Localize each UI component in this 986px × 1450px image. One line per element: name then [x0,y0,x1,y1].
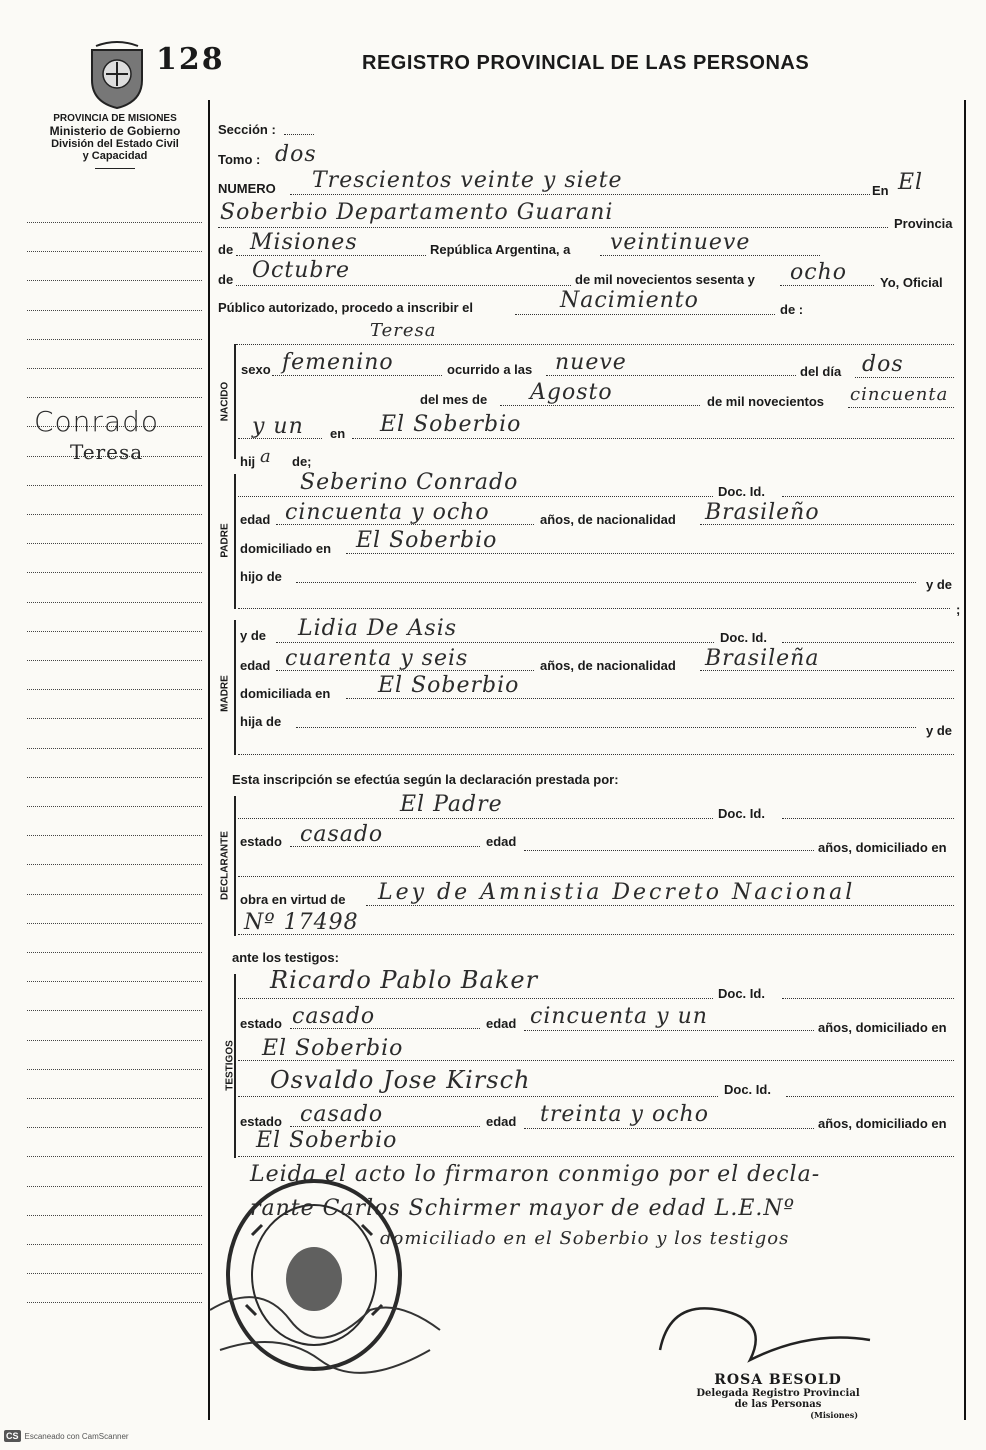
testigo2-edad-label: edad [486,1114,517,1129]
margin-ruled-line [27,280,202,281]
padre-dom-label: domiciliado en [240,541,332,556]
margin-ruled-line [27,923,202,924]
de-label: de [218,242,234,257]
declarante-edad-label: edad [486,834,517,849]
testigo1-anos-label: años, domiciliado en [818,1020,947,1035]
folio-number: 128 [156,42,225,77]
madre-nac-label: años, de nacionalidad [540,658,676,673]
date-day: veintinueve [610,230,751,255]
declarante-estado-label: estado [240,834,282,849]
tomo-label: Tomo : [218,152,261,167]
madre-edad-label: edad [240,658,271,673]
declarante-nombre: El Padre [400,792,503,817]
officer-name: ROSA BESOLD [714,1372,842,1388]
testigo2-nombre: Osvaldo Jose Kirsch [270,1066,531,1094]
closing-line-1: Leida el acto lo firmaron conmigo por el decla- [250,1162,821,1187]
seccion-label: Sección : [218,122,276,137]
division-name: División del Estado Civil [51,138,179,150]
margin-ruled-line [27,602,202,603]
month-value: Octubre [252,258,350,283]
padre-nac-label: años, de nacionalidad [540,512,676,527]
margin-ruled-line [27,835,202,836]
madre-edad-value: cuarenta y seis [285,646,469,671]
margin-ruled-line [27,1273,202,1274]
margin-ruled-line [27,1098,202,1099]
margin-ruled-line [27,572,202,573]
ministry-name: Ministerio de Gobierno [49,124,181,138]
scanner-watermark [4,1430,129,1442]
sexo-value: femenino [282,350,394,375]
padre-section-label: PADRE [219,523,231,558]
numero-value: Trescientos veinte y siete [312,168,623,193]
dia-value: dos [862,352,904,377]
margin-ruled-line [27,660,202,661]
padre-edad-label: edad [240,512,271,527]
lugar-value: El Soberbio [380,412,522,437]
republica-label: República Argentina, a [430,242,571,257]
officer-role-2: de las Personas [734,1399,822,1410]
margin-ruled-line [27,543,202,544]
issuer-block [22,113,208,169]
signature-left [200,1270,480,1380]
padre-nac-value: Brasileño [705,500,820,525]
margin-ruled-line [27,952,202,953]
madre-nac-value: Brasileña [705,646,820,671]
year-label: de mil novecientos sesenta y [575,272,755,287]
closing-line-3: domiciliado en el Soberbio y los testigos [380,1228,790,1249]
margin-ruled-line [27,806,202,807]
hora-value: nueve [555,350,627,375]
left-border [208,100,210,1420]
de2-label: de [218,272,234,287]
obra-label: obra en virtud de [240,892,346,907]
declarante-anos-label: años, domiciliado en [818,840,947,855]
madre-doc-label: Doc. Id. [720,630,767,645]
testigos-section-label: TESTIGOS [224,1040,236,1091]
testigos-intro: ante los testigos: [232,950,339,965]
testigo1-dom: El Soberbio [262,1036,404,1061]
en-value: El [898,170,924,195]
margin-ruled-line [27,339,202,340]
margin-ruled-line [27,864,202,865]
numero-label: NUMERO [218,181,276,196]
nombre-value: Teresa [370,320,437,341]
testigo2-estado-label: estado [240,1114,282,1129]
mes-label: del mes de [420,392,488,407]
dia-label: del día [800,364,842,379]
testigo2-estado: casado [300,1102,384,1127]
margin-ruled-line [27,777,202,778]
margin-ruled-line [27,485,202,486]
hij-value: a [260,446,272,467]
hij-label: hij [240,454,256,469]
mes-value: Agosto [530,380,613,405]
margin-ruled-line [27,368,202,369]
madre-section-label: MADRE [219,675,231,712]
provincia-label: Provincia [894,216,953,231]
declarante-section-label: DECLARANTE [219,831,231,900]
margin-ruled-line [27,1186,202,1187]
nacido-section-label: NACIDO [219,381,231,422]
place-value: Soberbio Departamento Guarani [220,200,614,225]
padre-yde-label: y de [926,577,953,592]
sexo-label: sexo [241,362,271,377]
margin-surname: Conrado [34,405,160,438]
testigo1-estado-label: estado [240,1016,282,1031]
signature-official [650,1290,880,1380]
declarante-estado-value: casado [300,822,384,847]
margin-ruled-line [27,894,202,895]
closing-line-2: rante Carlos Schirmer mayor de edad L.E.Nº [250,1196,795,1221]
lugar-en-label: en [330,426,346,441]
madre-dom-value: El Soberbio [378,673,520,698]
right-border [964,100,966,1420]
madre-yde2-label: y de [926,723,953,738]
en-label: En [872,183,889,198]
obra-value-2: Nº 17498 [244,910,359,935]
margin-ruled-line [27,1127,202,1128]
officer-role-1: Delegada Registro Provincial [696,1388,860,1399]
margin-ruled-line [27,1302,202,1303]
ocurrido-label: ocurrido a las [447,362,533,377]
margin-ruled-line [27,514,202,515]
margin-ruled-line [27,397,202,398]
testigo2-anos-label: años, domiciliado en [818,1116,947,1131]
padre-doc-label: Doc. Id. [718,484,765,499]
margin-ruled-line [27,310,202,311]
madre-hija-label: hija de [240,714,282,729]
madre-dom-label: domiciliada en [240,686,331,701]
margin-ruled-line [27,1215,202,1216]
hij-de-label: de; [292,454,312,469]
margin-ruled-line [27,718,202,719]
testigo1-edad: cincuenta y un [530,1004,708,1029]
testigo1-estado: casado [292,1004,376,1029]
padre-hijo-label: hijo de [240,569,282,584]
de3-label: de : [780,302,804,317]
declarante-intro: Esta inscripción se efectúa según la declaración prestada por: [232,772,619,787]
year-value: ocho [790,260,847,285]
testigo2-edad: treinta y ocho [540,1102,709,1127]
tomo-value: dos [275,142,317,167]
officer-seal [668,1372,888,1420]
scanner-text: Escaneado con CamScanner [24,1431,129,1441]
camscanner-icon: CS [6,1431,19,1441]
division-name-2: y Capacidad [82,150,148,162]
obra-value: Ley de Amnistia Decreto Nacional [378,880,856,905]
de-value: Misiones [250,230,358,255]
madre-nombre: Lidia De Asis [298,616,458,641]
mil-label: de mil novecientos [707,394,825,409]
margin-ruled-line [27,251,202,252]
margin-ruled-line [27,1156,202,1157]
margin-ruled-line [27,1069,202,1070]
officer-role-3: (Misiones) [810,1410,858,1420]
testigo2-doc-label: Doc. Id. [724,1082,771,1097]
margin-ruled-line [27,631,202,632]
margin-ruled-line [27,981,202,982]
anio-value: cincuenta [850,384,949,405]
padre-edad-value: cincuenta y ocho [285,500,490,525]
declarante-doc-label: Doc. Id. [718,806,765,821]
testigo1-doc-label: Doc. Id. [718,986,765,1001]
margin-ruled-line [27,1244,202,1245]
acto-value: Nacimiento [560,288,699,313]
margin-ruled-line [27,1010,202,1011]
coat-of-arms-icon [84,40,150,110]
province-name: PROVINCIA DE MISIONES [53,113,177,124]
testigo2-dom: El Soberbio [256,1128,398,1153]
testigo1-edad-label: edad [486,1016,517,1031]
madre-yde-label: y de [240,628,267,643]
document-title: REGISTRO PROVINCIAL DE LAS PERSONAS [362,52,810,74]
margin-ruled-line [27,748,202,749]
publico-label: Público autorizado, procedo a inscribir el [218,300,473,315]
margin-name: Teresa [70,440,144,464]
margin-ruled-line [27,222,202,223]
margin-ruled-line [27,1040,202,1041]
testigo1-nombre: Ricardo Pablo Baker [270,966,539,994]
padre-nombre: Seberino Conrado [300,470,519,495]
oficial-label: Yo, Oficial [880,275,943,290]
anio-value-2: y un [252,414,304,439]
margin-ruled-line [27,689,202,690]
padre-dom-value: El Soberbio [356,528,498,553]
